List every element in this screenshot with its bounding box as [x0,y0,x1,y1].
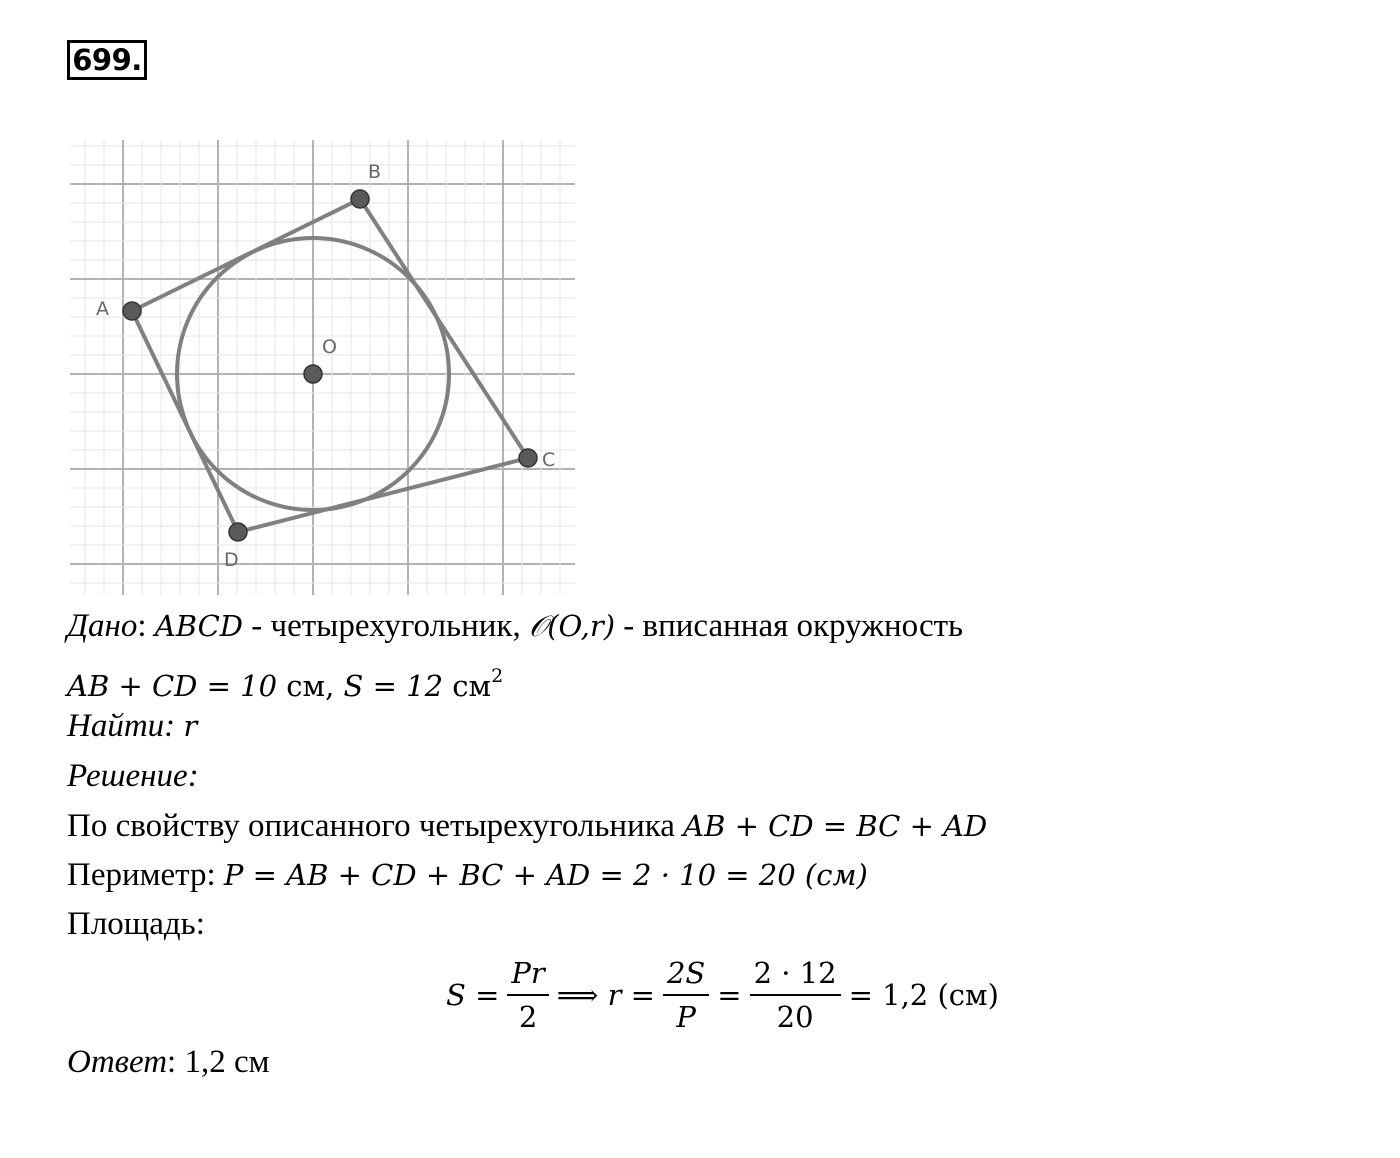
property-text: По свойству описанного четырехугольника [67,808,684,844]
property-eq: AB + CD = BC + AD [683,809,988,843]
solution-label: Решение: [67,758,199,794]
formula-result: = 1,2 (см) [848,978,999,1012]
fraction-pr-2 [507,956,548,1034]
condition-unit2: см [452,669,492,703]
fraction-1-numerator: Pr [507,956,548,996]
grid [70,140,575,595]
answer-label: Ответ [67,1044,168,1080]
fraction-3-denominator: 20 [776,1000,814,1034]
fraction-24-20 [750,956,841,1034]
problem-number: 699. [67,40,147,80]
find-var: r [183,709,198,743]
property-line [67,806,987,846]
label-c: C [542,449,556,471]
condition-power: 2 [491,665,504,687]
fraction-2-numerator: 2S [663,956,709,996]
given-quad: ABCD [154,609,244,643]
quadrilateral-abcd [132,199,528,532]
condition-line [67,656,503,706]
given-quad-text: - четырехугольник, [243,608,529,644]
formula-equals: = [717,978,742,1012]
formula-lhs: S = [446,978,500,1012]
area-formula [446,945,999,1045]
perimeter-label: Периметр: [67,857,224,893]
fraction-3-numerator: 2 · 12 [750,956,841,996]
answer-line [67,1042,269,1082]
given-circle: 𝒪(O,r) [528,609,616,643]
point-d [229,523,247,541]
formula-implies: ⟹ r = [556,978,655,1012]
label-d: D [224,549,239,571]
given-circle-text: - вписанная окружность [615,608,964,644]
point-b [351,190,369,208]
perimeter-line [67,855,868,895]
answer-colon: : [167,1044,177,1080]
label-o: O [322,336,337,358]
label-b: B [368,161,382,183]
point-a [123,302,141,320]
fraction-2s-p [663,956,709,1034]
fraction-2-denominator: P [676,1000,696,1034]
find-label: Найти: [67,708,184,744]
condition-eq1: AB + CD = 10 [67,669,287,703]
condition-eq2: S = 12 [334,669,453,703]
find-line [67,706,197,746]
area-label: Площадь: [67,906,205,942]
given-colon: : [137,608,147,644]
label-a: A [96,298,109,320]
point-c [519,449,537,467]
answer-value: 1,2 см [176,1044,270,1080]
given-line [67,606,963,646]
fraction-1-denominator: 2 [518,1000,538,1034]
perimeter-eq: P = AB + CD + BC + AD = 2 · 10 = 20 (см) [223,858,868,892]
given-label: Дано [67,608,138,644]
condition-unit1: см, [286,669,335,703]
point-o [304,365,322,383]
